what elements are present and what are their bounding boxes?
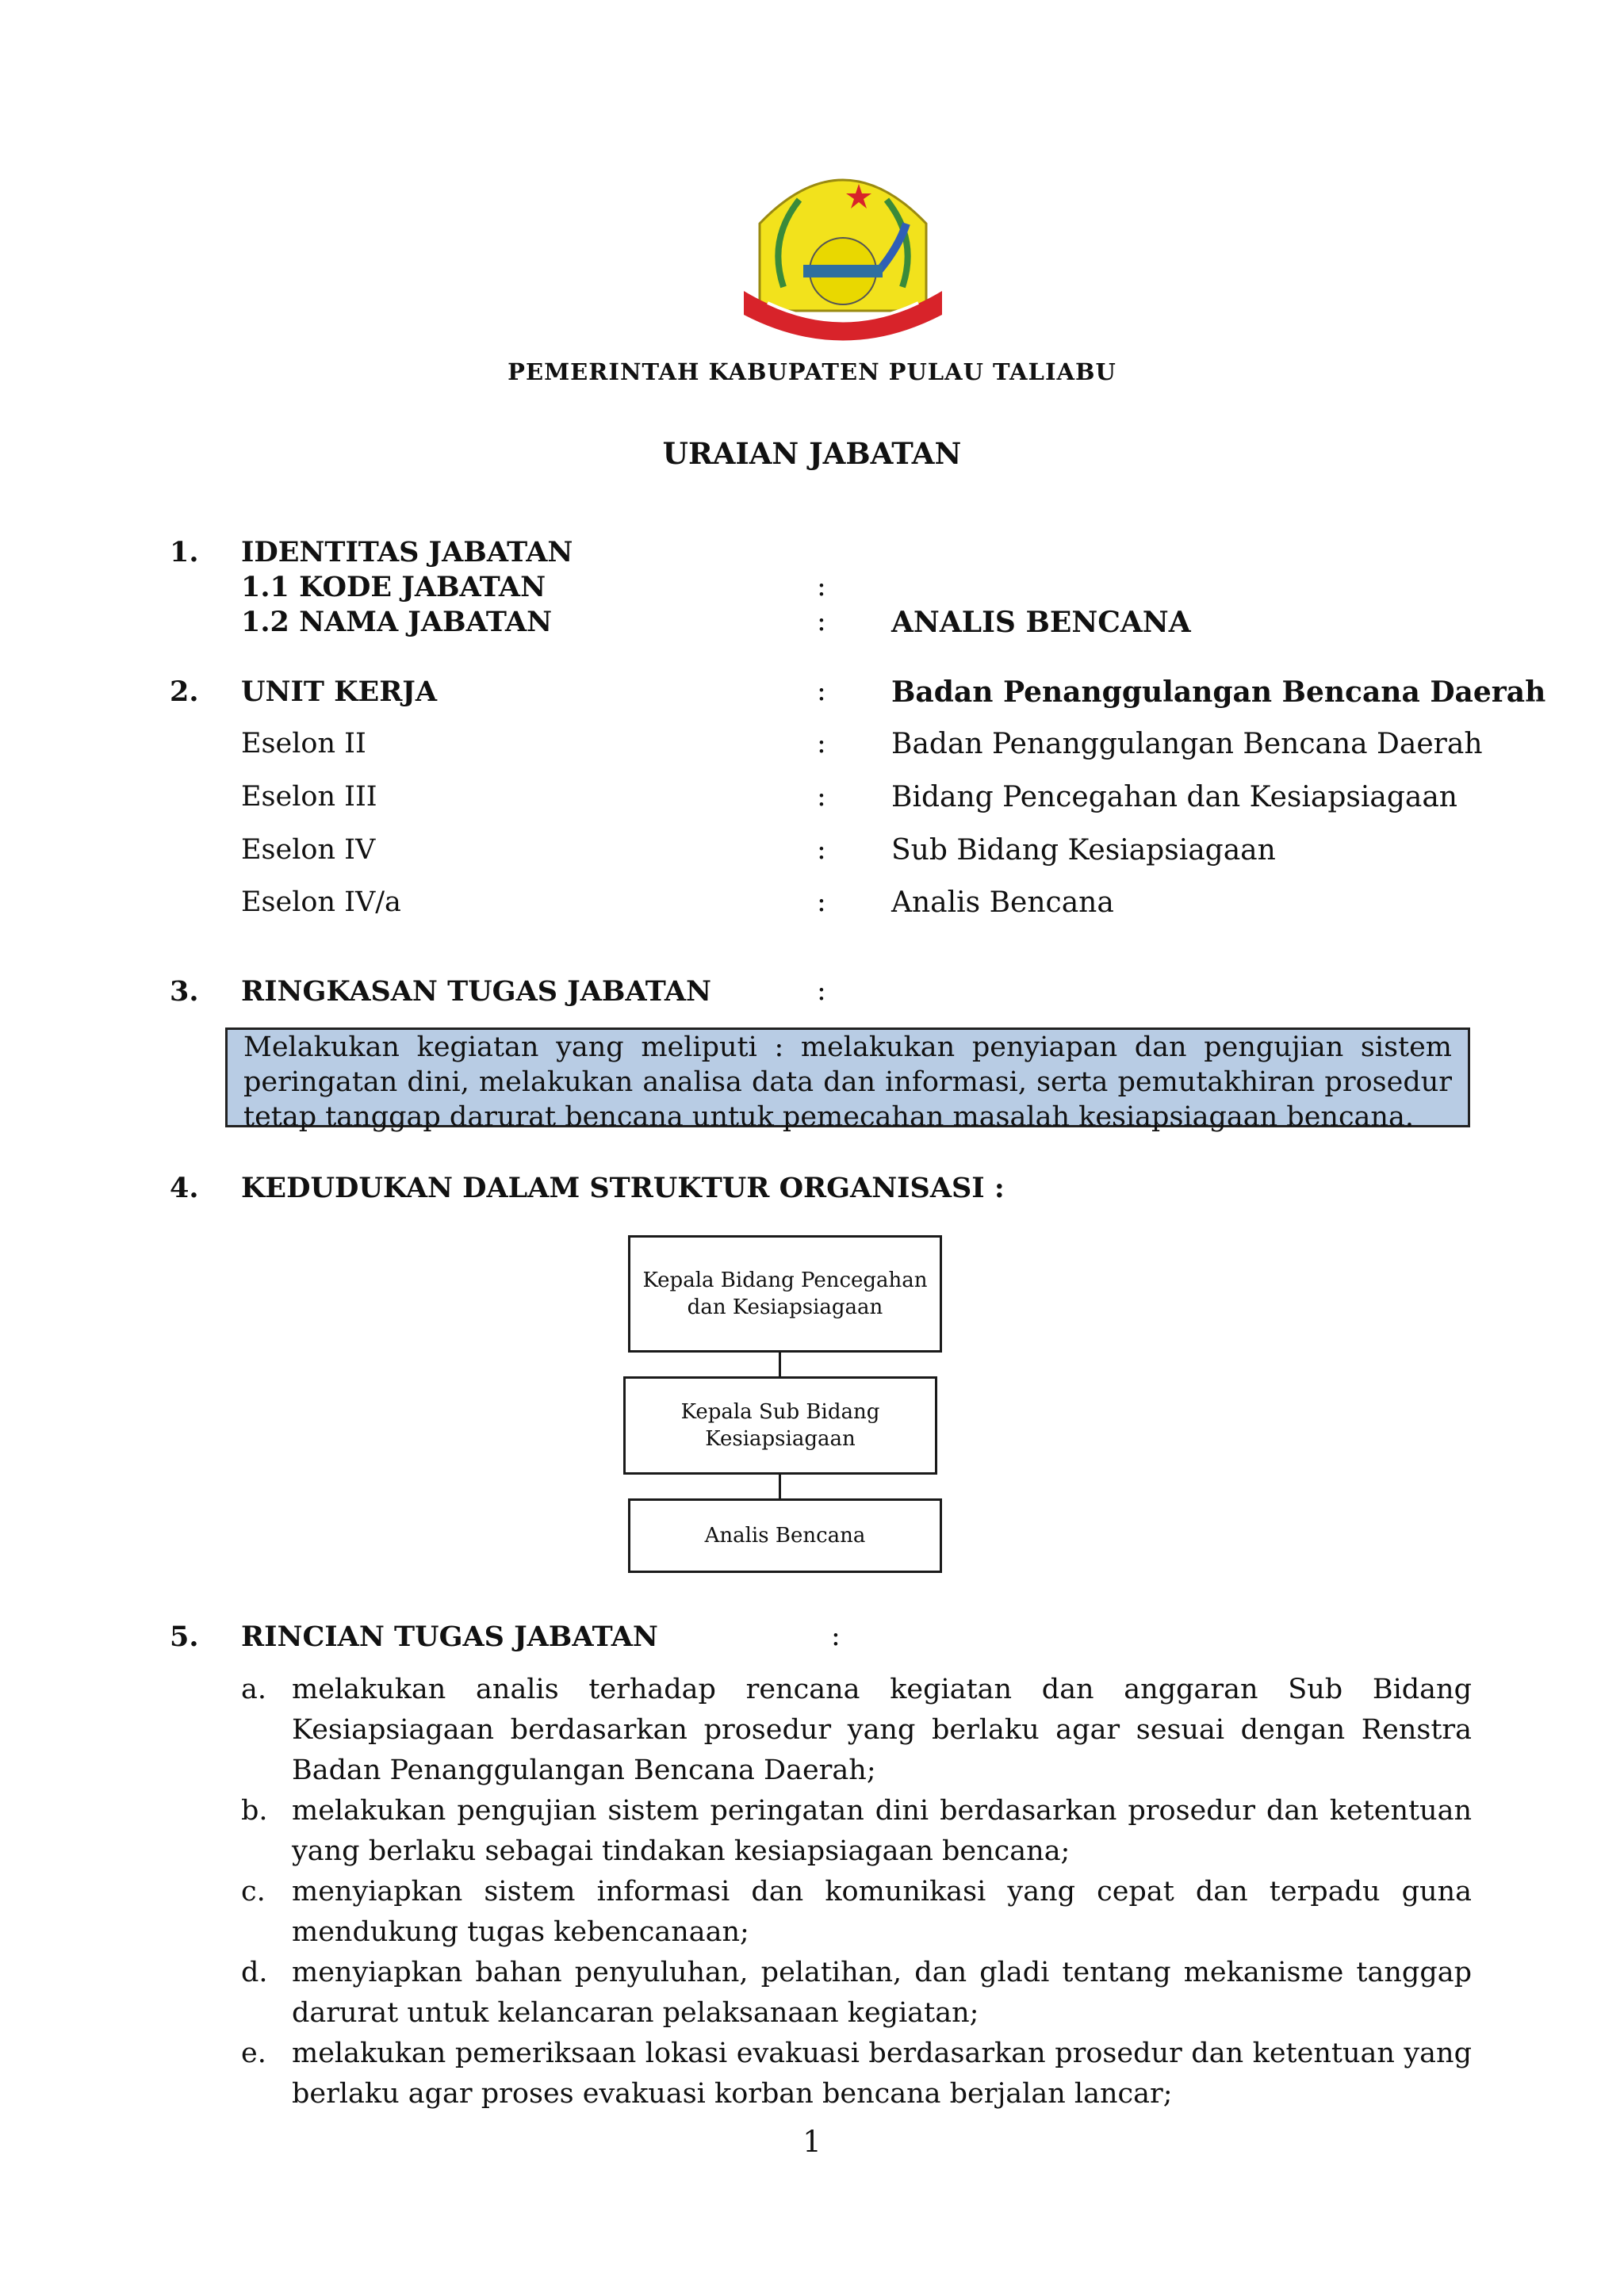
list-item	[241, 1670, 1472, 1791]
nama-jabatan-label: 1.2 NAMA JABATAN	[241, 606, 553, 638]
eselon-3-colon: :	[817, 781, 826, 813]
duty-text: melakukan pengujian sistem peringatan dini berdasarkan prosedur dan ketentuan yang berlaku sebagai tindakan kesiapsiagaan bencana;	[292, 1795, 1472, 1867]
kode-jabatan-colon: :	[817, 571, 826, 603]
section-1-title: IDENTITAS JABATAN	[241, 536, 573, 568]
eselon-4-value: Sub Bidang Kesiapsiagaan	[891, 834, 1276, 867]
duty-letter: a.	[241, 1674, 266, 1705]
duty-text: melakukan pemeriksaan lokasi evakuasi berdasarkan prosedur dan ketentuan yang berlaku agar proses evakuasi korban bencana berjalan lancar;	[292, 2038, 1472, 2110]
regency-emblem-logo	[736, 152, 950, 342]
nama-jabatan-colon: :	[817, 606, 826, 637]
list-item	[241, 1872, 1472, 1953]
section-3-colon: :	[817, 975, 826, 1007]
duty-letter: d.	[241, 1957, 268, 1988]
duty-letter: b.	[241, 1795, 268, 1827]
org-box-2-line1: Kepala Sub Bidang	[680, 1400, 880, 1424]
eselon-4a-colon: :	[817, 886, 826, 918]
duty-text: melakukan analis terhadap rencana kegiatan dan anggaran Sub Bidang Kesiapsiagaan berdasarkan prosedur yang berlaku agar sesuai dengan Renstra Badan Penanggulangan Bencana Daerah;	[292, 1674, 1472, 1786]
document-title: URAIAN JABATAN	[662, 436, 962, 471]
org-box-analis-bencana	[628, 1498, 942, 1573]
eselon-2-colon: :	[817, 728, 826, 760]
government-name: PEMERINTAH KABUPATEN PULAU TALIABU	[508, 358, 1116, 385]
eselon-4-colon: :	[817, 834, 826, 866]
org-connector-2	[779, 1475, 781, 1498]
org-box-1-line2: dan Kesiapsiagaan	[687, 1295, 883, 1319]
org-box-3-line1: Analis Bencana	[704, 1524, 866, 1548]
eselon-4-label: Eselon IV	[241, 834, 376, 866]
section-2-number: 2.	[170, 675, 199, 708]
eselon-2-label: Eselon II	[241, 728, 366, 760]
eselon-3-label: Eselon III	[241, 781, 377, 813]
list-item	[241, 1953, 1472, 2034]
org-box-1-line1: Kepala Bidang Pencegahan	[642, 1269, 928, 1292]
unit-kerja-value: Badan Penanggulangan Bencana Daerah	[891, 675, 1546, 709]
unit-kerja-colon: :	[817, 675, 826, 707]
eselon-4a-value: Analis Bencana	[891, 886, 1114, 919]
org-box-2-line2: Kesiapsiagaan	[705, 1427, 856, 1451]
section-4-title: KEDUDUKAN DALAM STRUKTUR ORGANISASI :	[241, 1172, 1005, 1204]
section-5-title: RINCIAN TUGAS JABATAN	[241, 1621, 658, 1653]
org-box-kepala-bidang	[628, 1235, 942, 1353]
duties-list	[241, 1670, 1472, 2114]
kode-jabatan-label: 1.1 KODE JABATAN	[241, 571, 546, 603]
section-5-number: 5.	[170, 1621, 199, 1653]
eselon-3-value: Bidang Pencegahan dan Kesiapsiagaan	[891, 781, 1457, 813]
section-2-title: UNIT KERJA	[241, 675, 438, 708]
page-number: 1	[802, 2125, 822, 2159]
section-1-number: 1.	[170, 536, 199, 568]
nama-jabatan-value: ANALIS BENCANA	[891, 606, 1191, 639]
section-3-number: 3.	[170, 975, 199, 1008]
duty-letter: c.	[241, 1876, 266, 1908]
duty-letter: e.	[241, 2038, 266, 2069]
list-item	[241, 1791, 1472, 1872]
org-connector-1	[779, 1353, 781, 1376]
eselon-2-value: Badan Penanggulangan Bencana Daerah	[891, 728, 1483, 760]
duty-text: menyiapkan bahan penyuluhan, pelatihan, dan gladi tentang mekanisme tanggap darurat untuk kelancaran pelaksanaan kegiatan;	[292, 1957, 1472, 2029]
duty-text: menyiapkan sistem informasi dan komunikasi yang cepat dan terpadu guna mendukung tugas kebencanaan;	[292, 1876, 1472, 1948]
section-5-colon: :	[831, 1621, 841, 1652]
org-box-kepala-sub-bidang	[623, 1376, 937, 1475]
section-3-title: RINGKASAN TUGAS JABATAN	[241, 975, 712, 1008]
list-item	[241, 2034, 1472, 2114]
section-4-number: 4.	[170, 1172, 199, 1204]
eselon-4a-label: Eselon IV/a	[241, 886, 401, 918]
job-summary-box: Melakukan kegiatan yang meliputi : melakukan penyiapan dan pengujian sistem peringatan dini, melakukan analisa data dan informasi, serta pemutakhiran prosedur tetap tanggap darurat bencana untuk pemecahan masalah kesiapsiagaan bencana.	[225, 1027, 1470, 1127]
